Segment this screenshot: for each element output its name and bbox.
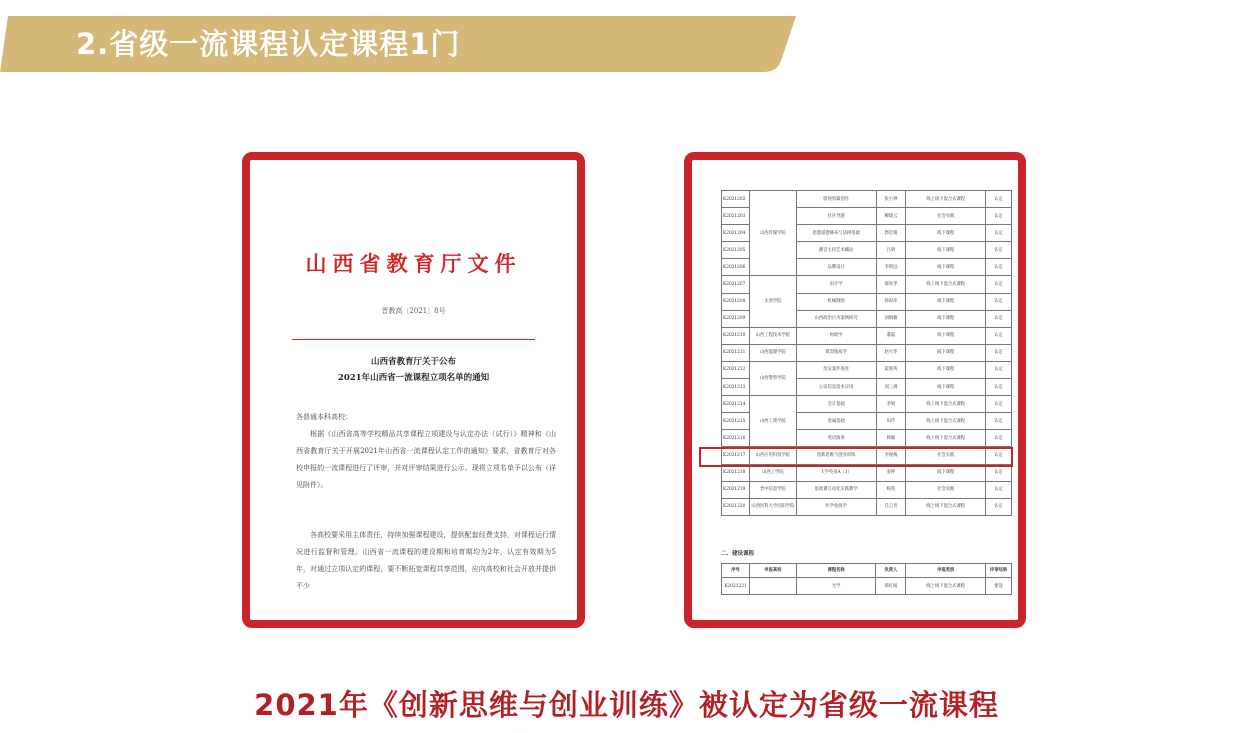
result-cell: 认定 xyxy=(986,310,1012,327)
course-type-cell: 社会实践 xyxy=(906,481,986,498)
course-name-cell: 机械制图 xyxy=(796,293,876,310)
course-type-cell: 线下课程 xyxy=(906,327,986,344)
course-name-cell: 思想道德修养与法律基础 xyxy=(796,225,876,242)
school-cell: 山西能源学院 xyxy=(749,344,796,361)
left-document-frame xyxy=(242,152,585,628)
table-header-row xyxy=(722,564,1012,578)
person-cell: 韩红娟 xyxy=(876,578,906,595)
school-cell: 山西工商学院 xyxy=(749,396,796,447)
result-cell: 认定 xyxy=(986,361,1012,378)
column-header: 申报高校 xyxy=(749,564,796,578)
school-cell: 山西工学院 xyxy=(749,464,796,481)
school-cell: 山西工程技术学院 xyxy=(749,327,796,344)
result-cell: 认定 xyxy=(986,430,1012,447)
person-cell: 董磊 xyxy=(876,327,906,344)
course-code-cell: K2021212 xyxy=(722,361,750,378)
course-code-cell: K2021216 xyxy=(722,430,750,447)
table-row xyxy=(722,276,1012,293)
person-cell: 李俊梅 xyxy=(876,447,906,464)
course-name-cell: 治安案件查处 xyxy=(796,361,876,378)
course-type-cell: 线下课程 xyxy=(906,361,986,378)
person-cell: 郝亮孝 xyxy=(876,276,906,293)
result-cell: 认定 xyxy=(986,447,1012,464)
course-code-cell: K2021208 xyxy=(722,293,750,310)
column-header: 申报类别 xyxy=(906,564,986,578)
column-header: 评审结果 xyxy=(986,564,1012,578)
document-number: 晋教高〔2021〕8号 xyxy=(381,307,446,315)
result-cell: 认定 xyxy=(986,396,1012,413)
person-cell: 柳建云 xyxy=(876,208,906,225)
course-type-cell: 线下课程 xyxy=(906,379,986,396)
course-code-cell: K2021211 xyxy=(722,344,750,361)
person-cell: 吕明 xyxy=(876,242,906,259)
course-type-cell: 线上线下混合式课程 xyxy=(906,430,986,447)
person-cell: 刘炳楠 xyxy=(876,310,906,327)
result-cell: 认定 xyxy=(986,498,1012,515)
document-paragraph: 根据《山西省高等学校精品共享课程立项建设与认定办法（试行）》精神和《山西省教育厅关于开展2021年山西省一流课程认定工作的通知》要求，省教育厅对各校申报的一流课程进行了评审，并对评审结果进行公示。现将立项名单予以公布（详见附件）。 xyxy=(296,430,556,489)
course-name-cell: 思政课互动化实践教学 xyxy=(796,481,876,498)
course-code-cell: K2021214 xyxy=(722,396,750,413)
banner-title: 2.省级一流课程认定课程1门 xyxy=(76,27,461,61)
course-type-cell: 社会实践 xyxy=(906,208,986,225)
person-cell: 杨苑 xyxy=(876,481,906,498)
document-title-line2: 2021年山西省一流课程立项名单的通知 xyxy=(337,373,490,383)
school-cell: 太原学院 xyxy=(749,276,796,327)
course-name-cell: 煤炭地质学 xyxy=(796,344,876,361)
course-type-cell: 线上线下混合式课程 xyxy=(906,498,986,515)
course-name-cell: 影视剪辑创作 xyxy=(796,191,876,208)
course-name-cell: 审计学 xyxy=(796,276,876,293)
course-name-cell: 金属基础 xyxy=(796,413,876,430)
document-paragraph: 各高校要采用主体责任，持续加强课程建设，提供配套经费支持，对课程运行情况进行监督和管理。山西省一流课程的建设期和培育期均为2年，认定有效期为5年，对通过立项认定的课程，要不断拓宽课程共享范围，应向高校和社会开放并提供不少 xyxy=(296,531,556,590)
section-banner xyxy=(0,16,796,72)
result-cell: 认定 xyxy=(986,379,1012,396)
result-cell: 认定 xyxy=(986,191,1012,208)
caption: 2021年《创新思维与创业训练》被认定为省级一流课程 xyxy=(254,688,999,722)
document-greeting: 各普通本科高校： xyxy=(296,413,352,421)
course-code-cell: K2021220 xyxy=(722,498,750,515)
course-code-cell: K2021218 xyxy=(722,464,750,481)
course-name-cell: 大学英语A（1） xyxy=(796,464,876,481)
column-header: 课程名称 xyxy=(796,564,876,578)
course-code-cell: K2021202 xyxy=(722,191,750,208)
table-row xyxy=(722,578,1012,595)
person-cell: 赵兴华 xyxy=(876,344,906,361)
course-name-cell: 品牌设计 xyxy=(796,259,876,276)
person-cell: 韩颖 xyxy=(876,430,906,447)
course-type-cell: 线下课程 xyxy=(906,242,986,259)
school-cell: 山西医科大学汾阳学院 xyxy=(749,498,796,515)
result-cell: 认定 xyxy=(986,344,1012,361)
person-cell: 霍俊英 xyxy=(876,361,906,378)
result-cell: 认定 xyxy=(986,293,1012,310)
course-name-cell: 创新思维与创业训练 xyxy=(796,447,876,464)
result-cell: 认定 xyxy=(986,225,1012,242)
course-code-cell: K2021203 xyxy=(722,208,750,225)
course-code-cell: K2021217 xyxy=(722,447,750,464)
person-cell: 刘三满 xyxy=(876,379,906,396)
result-cell: 认定 xyxy=(986,464,1012,481)
course-type-cell: 线上线下混合式课程 xyxy=(906,396,986,413)
course-type-cell: 线上线下混合式课程 xyxy=(906,276,986,293)
course-name-cell: 会计基础 xyxy=(796,396,876,413)
result-cell: 认定 xyxy=(986,327,1012,344)
course-name-cell: 光学 xyxy=(796,578,876,595)
course-type-cell: 线下课程 xyxy=(906,259,986,276)
result-cell: 认定 xyxy=(986,259,1012,276)
person-cell: 韩彩萍 xyxy=(876,293,906,310)
section-title: 二、建设课程 xyxy=(721,551,755,557)
person-cell: 张小钟 xyxy=(876,191,906,208)
course-type-cell: 线下课程 xyxy=(906,344,986,361)
result-cell: 认定 xyxy=(986,276,1012,293)
course-name-cell: 医学免疫学 xyxy=(796,498,876,515)
course-name-cell: 播音主持艺术概论 xyxy=(796,242,876,259)
document-header: 山西省教育厅文件 xyxy=(305,251,522,276)
column-header: 序号 xyxy=(722,564,750,578)
course-code-cell: K2021204 xyxy=(722,225,750,242)
result-cell: 认定 xyxy=(986,242,1012,259)
course-type-cell: 社会实践 xyxy=(906,447,986,464)
course-code-cell: K2021207 xyxy=(722,276,750,293)
table-row xyxy=(722,361,1012,378)
person-cell: 姜婷 xyxy=(876,464,906,481)
course-type-cell: 线下课程 xyxy=(906,310,986,327)
table-row xyxy=(722,344,1012,361)
right-document-frame xyxy=(684,152,1026,628)
course-type-cell: 线下课程 xyxy=(906,293,986,310)
course-code-cell: K2021206 xyxy=(722,259,750,276)
course-code-cell: K2021210 xyxy=(722,327,750,344)
table-row xyxy=(722,396,1012,413)
course-code-cell: K2021221 xyxy=(722,578,750,595)
result-cell: 认定 xyxy=(986,413,1012,430)
course-name-cell: 社区导游 xyxy=(796,208,876,225)
result-cell: 认定 xyxy=(986,481,1012,498)
header-divider xyxy=(292,339,535,340)
course-name-cell: 英语演讲 xyxy=(796,430,876,447)
school-cell: 山西传媒学院 xyxy=(749,191,796,276)
course-code-cell: K2021205 xyxy=(722,242,750,259)
course-list-document xyxy=(704,168,1006,620)
course-code-cell: K2021209 xyxy=(722,310,750,327)
official-notice-document xyxy=(262,168,565,620)
course-type-cell: 线下课程 xyxy=(906,464,986,481)
course-type-cell: 线上线下混合式课程 xyxy=(906,413,986,430)
document-title-line1: 山西省教育厅关于公布 xyxy=(370,357,456,367)
course-name-cell: 山西政治行为案例研究 xyxy=(796,310,876,327)
school-cell: 山西应用科技学院 xyxy=(749,447,796,464)
result-cell: 建设 xyxy=(986,578,1012,595)
person-cell: 任云青 xyxy=(876,498,906,515)
table-row xyxy=(722,327,1012,344)
table-row xyxy=(722,481,1012,498)
course-code-cell: K2021215 xyxy=(722,413,750,430)
table-row xyxy=(722,498,1012,515)
course-type-cell: 线上线下混合式课程 xyxy=(906,578,986,595)
highlighted-row-marker xyxy=(699,447,1013,467)
course-name-cell: 公安信息技术应用 xyxy=(796,379,876,396)
course-code-cell: K2021219 xyxy=(722,481,750,498)
course-type-cell: 线下课程 xyxy=(906,225,986,242)
person-cell: 郭宏娟 xyxy=(876,225,906,242)
construction-courses-table xyxy=(721,563,1012,595)
school-cell xyxy=(749,578,796,595)
result-cell: 认定 xyxy=(986,208,1012,225)
course-type-cell: 线上线下混合式课程 xyxy=(906,191,986,208)
course-name-cell: 财政学 xyxy=(796,327,876,344)
person-cell: 李娟 xyxy=(876,396,906,413)
table-row xyxy=(722,191,1012,208)
person-cell: 田芹 xyxy=(876,413,906,430)
person-cell: 李明远 xyxy=(876,259,906,276)
course-code-cell: K2021213 xyxy=(722,379,750,396)
column-header: 负责人 xyxy=(876,564,906,578)
school-cell: 山西警察学院 xyxy=(749,361,796,395)
school-cell: 晋中信息学院 xyxy=(749,481,796,498)
